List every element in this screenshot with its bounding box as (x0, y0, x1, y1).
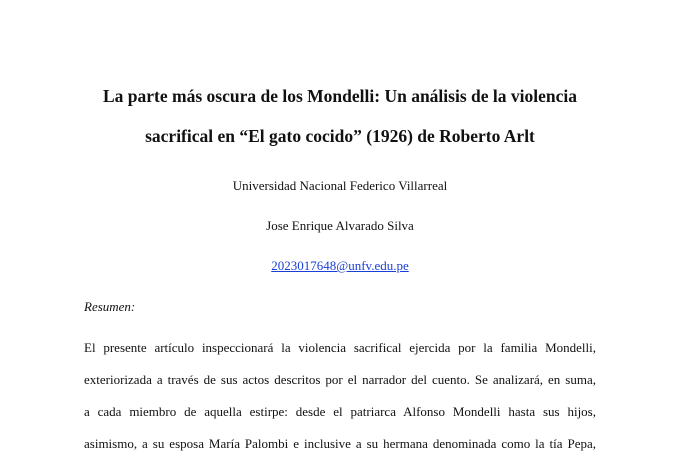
abstract-label: Resumen: (84, 299, 136, 314)
abstract-line: asimismo, a su esposa María Palombi e inclusive a su hermana denominada como la tía Pepa, (84, 436, 596, 451)
institution: Universidad Nacional Federico Villarreal (232, 178, 448, 193)
abstract-line: exteriorizada a través de sus actos descritos por el narrador del cuento. Se analizará, en suma, (84, 372, 596, 387)
paper-title-line-2: sacrifical en “El gato cocido” (1926) de Roberto Arlt (145, 126, 535, 146)
author-email-link[interactable]: 2023017648@unfv.edu.pe (271, 258, 409, 273)
abstract-line: a cada miembro de aquella estirpe: desde el patriarca Alfonso Mondelli hasta sus hijos, (84, 404, 596, 419)
abstract-line: El presente artículo inspeccionará la violencia sacrifical ejercida por la familia Mondelli, (84, 340, 596, 355)
author-email-line (60, 258, 620, 274)
author-name: Jose Enrique Alvarado Silva (266, 218, 414, 233)
paper-title-line-1: La parte más oscura de los Mondelli: Un análisis de la violencia (103, 86, 577, 106)
